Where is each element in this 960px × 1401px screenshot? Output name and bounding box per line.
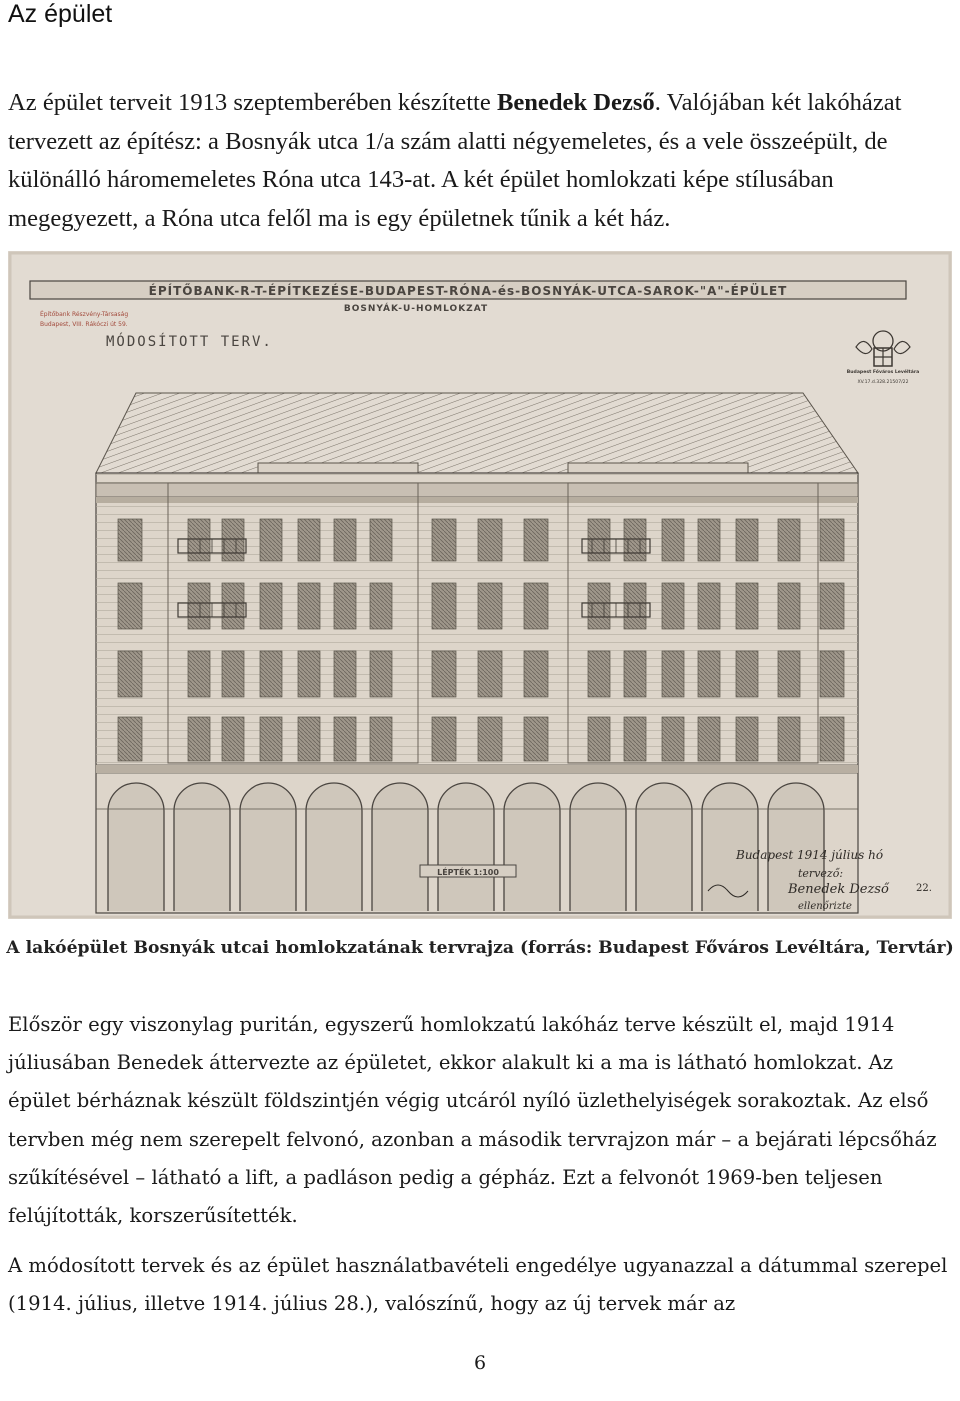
drawing-title: ÉPÍTŐBANK-R-T-ÉPÍTKEZÉSE-BUDAPEST-RÓNA-és-BOSNYÁK-UTCA-SAROK-"A"-ÉPÜLET bbox=[148, 284, 788, 298]
modified-plan-label: MÓDOSÍTOTT TERV. bbox=[106, 334, 273, 350]
scale-label: LÉPTÉK 1:100 bbox=[437, 868, 499, 877]
section-heading: Az épület bbox=[8, 0, 113, 28]
handwriting-line-2: tervező: bbox=[798, 867, 844, 880]
facade-drawing-figure bbox=[8, 251, 952, 919]
intro-paragraph bbox=[8, 84, 953, 238]
handwriting-line-3: Benedek Dezső bbox=[788, 882, 889, 897]
page-number: 6 bbox=[473, 1352, 487, 1374]
paragraph-permits: A módosított tervek és az épület használatbavételi engedélye ugyanazzal a dátummal szerepel (1914. július, illetve 1914. július 28.), valószínű, hogy az új tervek már az bbox=[8, 1254, 948, 1316]
drawing-subtitle: BOSNYÁK-U-HOMLOKZAT bbox=[343, 304, 489, 314]
company-stamp-line-1: Építőbank Részvény-Társaság bbox=[40, 311, 129, 318]
figure-caption: A lakóépület Bosnyák utcai homlokzatának tervrajza (forrás: Budapest Főváros Levéltára, Tervtár) bbox=[6, 938, 954, 958]
handwriting-line-4: ellenőrizte bbox=[798, 901, 852, 912]
company-stamp-line-2: Budapest, VIII. Rákóczi út 59. bbox=[40, 321, 128, 328]
sheet-number: 22. bbox=[916, 883, 932, 894]
archive-stamp-label: Budapest Főváros Levéltára bbox=[846, 370, 920, 375]
handwriting-line-1: Budapest 1914 július hó bbox=[736, 848, 884, 862]
intro-text-end: . Valójában két lakóházat tervezett az építész: a Bosnyák utca 1/a szám alatti négyemeletes, és a vele összeépült, de különálló háromemeletes Róna utca 143-at. A két épület homlokzati képe stílusában megegyezett, a Róna utca felől ma is egy épületnek tűnik a két ház. bbox=[8, 89, 902, 232]
archive-code: XV.17.d.328.21507/22 bbox=[857, 380, 909, 385]
paragraph-history: Először egy viszonylag puritán, egyszerű homlokzatú lakóház terve készült el, majd 1914 júliusában Benedek áttervezte az épületet, ekkor alakult ki a ma is látható homlokzat. Az épület bérháznak készült földszintjén végig utcáról nyíló üzlethelyiségek sorakoztak. Az első tervben még nem szerepelt felvonó, azonban a második tervrajzon már – a bejárati lépcsőház szűkítésével – látható a lift, a padláson pedig a gépház. Ezt a felvonót 1969-ben teljesen felújították, korszerűsítették. bbox=[8, 1013, 937, 1228]
architect-name: Benedek Dezső bbox=[496, 89, 655, 116]
intro-text-start: Az épület terveit 1913 szeptemberében készítette bbox=[8, 89, 497, 116]
facade-drawing bbox=[8, 251, 952, 919]
